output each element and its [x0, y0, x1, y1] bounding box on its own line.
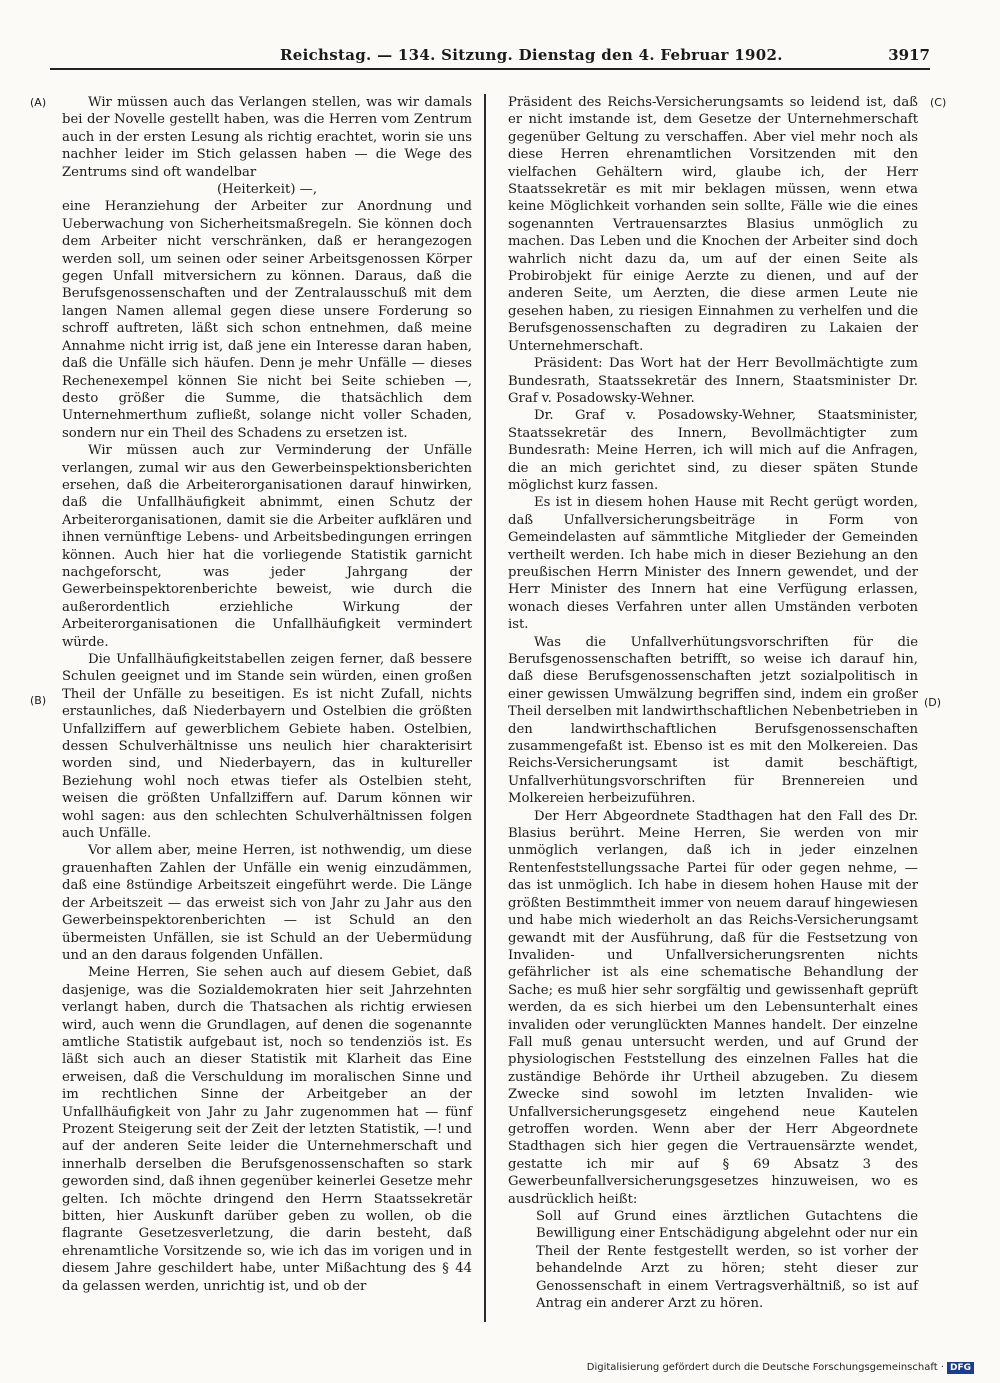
margin-mark-c: (C) [930, 96, 947, 109]
quotation: Soll auf Grund eines ärztlichen Gutachtens die Bewilligung einer Entschädigung abgelehnt oder nur ein Theil der Rente festgestellt werden, so ist vorher der behandelnde Arzt zu hören; steht dieser zur Genossenschaft in einem Vertragsverhältniß, so ist auf Antrag ein anderer Arzt zu hören. [536, 1209, 918, 1312]
interjection: (Heiterkeit) —, [216, 182, 318, 198]
speaker-paragraph: Präsident: Das Wort hat der Herr Bevollmächtigte zum Bundesrath, Staatssekretär des Innern, Staatsminister Dr. Graf v. Posadowsky-Wehner. [508, 356, 918, 406]
speaker-paragraph: Dr. Graf v. Posadowsky-Wehner, Staatsminister, Staatssekretär des Innern, Bevollmächtigter zum Bundesrath: Meine Herren, ich will mich auf die Anfragen, die an mich gerichtet sind, zu dieser späten Stunde möglichst kurz fassen. [508, 408, 918, 493]
paragraph: Was die Unfallverhütungsvorschriften für die Berufsgenossenschaften betrifft, so weise ich darauf hin, daß diese Berufsgenossenschaften jetzt sozialpolitisch in einer gewissen Umwälzung begriffen sind, indem ein großer Theil derselben mit landwirthschaftlichen Nebenbetrieben in den landwirthschaftlichen Berufsgenossenschaften zusammengefaßt ist. Ebenso ist es mit den Molkereien. Das Reichs-Versicherungsamt ist damit beschäftigt, Unfallverhütungsvorschriften für Brennereien und Molkereien herbeizuführen. [508, 634, 918, 807]
paragraph: eine Heranziehung der Arbeiter zur Anordnung und Ueberwachung von Sicherheitsmaßregeln. Sie können doch dem Arbeiter nicht verschränken, daß er herangezogen werden soll, um seinen oder seiner Arbeitsgenossen Körper gegen Unfall mitversichern zu können. Daraus, daß die Berufsgenossenschaften und der Zentralausschuß mit dem langen Namen allemal gegen diese unsere Forderung so schroff auftreten, läßt sich schon entnehmen, daß meine Annahme nicht irrig ist, daß jene ein Interesse daran haben, daß die Unfälle sich häufen. Denn je mehr Unfälle — dieses Rechenexempel können Sie nicht bei Seite schieben —, desto größer die Summe, die thatsächlich dem Unternehmerthum zufließt, solange nicht voller Schaden, sondern nur ein Theil des Schadens zu ersetzen ist. [62, 199, 472, 441]
page-title: Reichstag. — 134. Sitzung. Dienstag den 4. Februar 1902. [280, 46, 783, 64]
right-column [508, 94, 918, 1312]
page-number: 3917 [888, 46, 930, 64]
paragraph: Vor allem aber, meine Herren, ist nothwendig, um diese grauenhaften Zahlen der Unfälle ein wenig einzudämmen, daß eine 8stündige Arbeitszeit eingeführt werde. Die Länge der Arbeitszeit — das erweist sich von Jahr zu Jahr aus den Gewerbeinspektorenberichten — ist Schuld an den übermeisten Unfällen, sie ist Schuld an der Uebermüdung und an den daraus folgenden Unfällen. [62, 843, 472, 963]
page-header [50, 46, 930, 70]
paragraph: Wir müssen auch das Verlangen stellen, was wir damals bei der Novelle gestellt haben, was die Herren vom Zentrum auch in der ersten Lesung als richtig erachtet, worin sie uns nachher leider im Stich gelassen haben — die Wege des Zentrums sind oft wandelbar [62, 95, 472, 180]
paragraph: Wir müssen auch zur Verminderung der Unfälle verlangen, zumal wir aus den Gewerbeinspektionsberichten ersehen, daß die Arbeiterorganisationen darauf hinwirken, daß die Unfallhäufigkeit abnimmt, einen Schutz der Arbeiterorganisationen, damit sie die Arbeiter aufklären und ihnen vernünftige Lebens- und Arbeitsbedingungen erringen können. Auch hier hat die vorliegende Statistik garnicht nachgeforscht, was jeder Jahrgang der Gewerbeinspektorenberichte beweist, wie durch die außerordentlich erziehliche Wirkung der Arbeiterorganisationen die Unfallhäufigkeit vermindert würde. [62, 443, 472, 650]
footer-text: Digitalisierung gefördert durch die Deutsche Forschungsgemeinschaft · [586, 1362, 944, 1373]
paragraph: Die Unfallhäufigkeitstabellen zeigen ferner, daß bessere Schulen geeignet und im Stande sein würden, einen großen Theil der Unfälle zu beseitigen. Es ist nicht Zufall, nichts erstaunliches, daß Niederbayern und Ostelbien die größten Unfallziffern auf gewerblichem Gebiete haben. Ostelbien, dessen Schulverhältnisse uns neulich hier charakterisirt worden sind, und Niederbayern, das in kultureller Beziehung wohl noch etwas tiefer als Ostelbien steht, weisen die größten Unfallziffern auf. Darum können wir wohl sagen: aus den schlechten Schulverhältnissen folgen auch Unfälle. [62, 652, 472, 842]
paragraph: Der Herr Abgeordnete Stadthagen hat den Fall des Dr. Blasius berührt. Meine Herren, Sie werden von mir unmöglich verlangen, daß ich in jeder einzelnen Rentenfeststellungssache Partei für oder gegen nehme, — das ist unmöglich. Ich habe in diesem hohen Hause mit der größten Bestimmtheit immer von neuem darauf hingewiesen und habe mich wiederholt an das Reichs-Versicherungsamt gewandt mit der Ausführung, daß für die Festsetzung von Invaliden- und Unfallversicherungsrenten nichts gefährlicher ist als eine schematische Behandlung der Sache; es muß hier sehr sorgfältig und gewissenhaft geprüft werden, da es sich hierbei um den Lebensunterhalt eines invaliden oder verunglückten Mannes handelt. Der einzelne Fall muß genau untersucht werden, und auf Grund der physiologischen Feststellung des einzelnen Falles hat die zuständige Behörde ihr Urtheil abzugeben. Zu diesem Zwecke sind sowohl im letzten Invaliden- wie Unfallversicherungsgesetz eingehend neue Kautelen getroffen worden. Wenn aber der Herr Abgeordnete Stadthagen sich hier gegen die Vertrauensärzte wendet, gestatte ich mir auf § 69 Absatz 3 des Gewerbeunfallversicherungsgesetzes hinzuweisen, wo es ausdrücklich heißt: [508, 808, 918, 1207]
dfg-logo: DFG [947, 1362, 974, 1374]
column-divider [484, 94, 486, 1322]
margin-mark-d: (D) [924, 696, 942, 709]
footer [587, 1362, 974, 1374]
margin-mark-b: (B) [30, 694, 47, 707]
paragraph: Meine Herren, Sie sehen auch auf diesem Gebiet, daß dasjenige, was die Sozialdemokraten hier seit Jahrzehnten verlangt haben, durch die Thatsachen als richtig erwiesen wird, auch wenn die Grundlagen, auf denen die sogenannte amtliche Statistik aufgebaut ist, noch so tendenziös ist. Es läßt sich auch an dieser Statistik mit Klarheit das Eine erweisen, daß die Verschuldung im moralischen Sinne und im rechtlichen Sinne der Arbeitgeber an der Unfallhäufigkeit von Jahr zu Jahr zugenommen hat — fünf Prozent Steigerung seit der Zeit der letzten Statistik, —! und auf der anderen Seite leider die Unternehmerschaft und innerhalb derselben die Berufsgenossenschaften so stark geworden sind, daß ihnen gegenüber keinerlei Gesetze mehr gelten. Ich möchte dringend den Herrn Staatssekretär bitten, hier Auskunft darüber geben zu wollen, ob die flagrante Gesetzesverletzung, die darin besteht, daß ehrenamtliche Vorsitzende so, wie ich das im vorigen und in diesem Jahre geschildert habe, unter Mißachtung des § 44 da gelassen werden, unrichtig ist, und ob der [62, 965, 472, 1294]
paragraph: Es ist in diesem hohen Hause mit Recht gerügt worden, daß Unfallversicherungsbeiträge in Form von Gemeindelasten auf sämmtliche Mitglieder der Gemeinden vertheilt werden. Ich habe mich in dieser Beziehung an den preußischen Herrn Minister des Innern gewendet, und der Herr Minister des Innern hat eine Verfügung erlassen, wonach dieses Verfahren unter allen Umständen verboten ist. [508, 495, 918, 633]
left-column [62, 94, 472, 1295]
margin-mark-a: (A) [30, 96, 47, 109]
paragraph: Präsident des Reichs-Versicherungsamts so leidend ist, daß er nicht imstande ist, dem Gesetze der Unternehmerschaft gegenüber Geltung zu verschaffen. Aber viel mehr noch als diese Herren ehrenamtlichen Vorsitzenden mit den vielfachen Gehältern wird, glaube ich, der Herr Staatssekretär es mit mir beklagen müssen, wenn etwa keine Möglichkeit vorhanden sein sollte, Fälle wie die eines sogenannten Vertrauensarztes Blasius unmöglich zu machen. Das Leben und die Knochen der Arbeiter sind doch wahrlich nicht dazu da, um auf der einen Seite als Probirobjekt für einige Aerzte zu dienen, und auf der anderen Seite, um Aerzten, die diese armen Leute nie gesehen haben, zu riesigen Einnahmen zu verhelfen und die Berufsgenossenschaften zu degradiren zu Lakaien der Unternehmerschaft. [508, 95, 918, 354]
